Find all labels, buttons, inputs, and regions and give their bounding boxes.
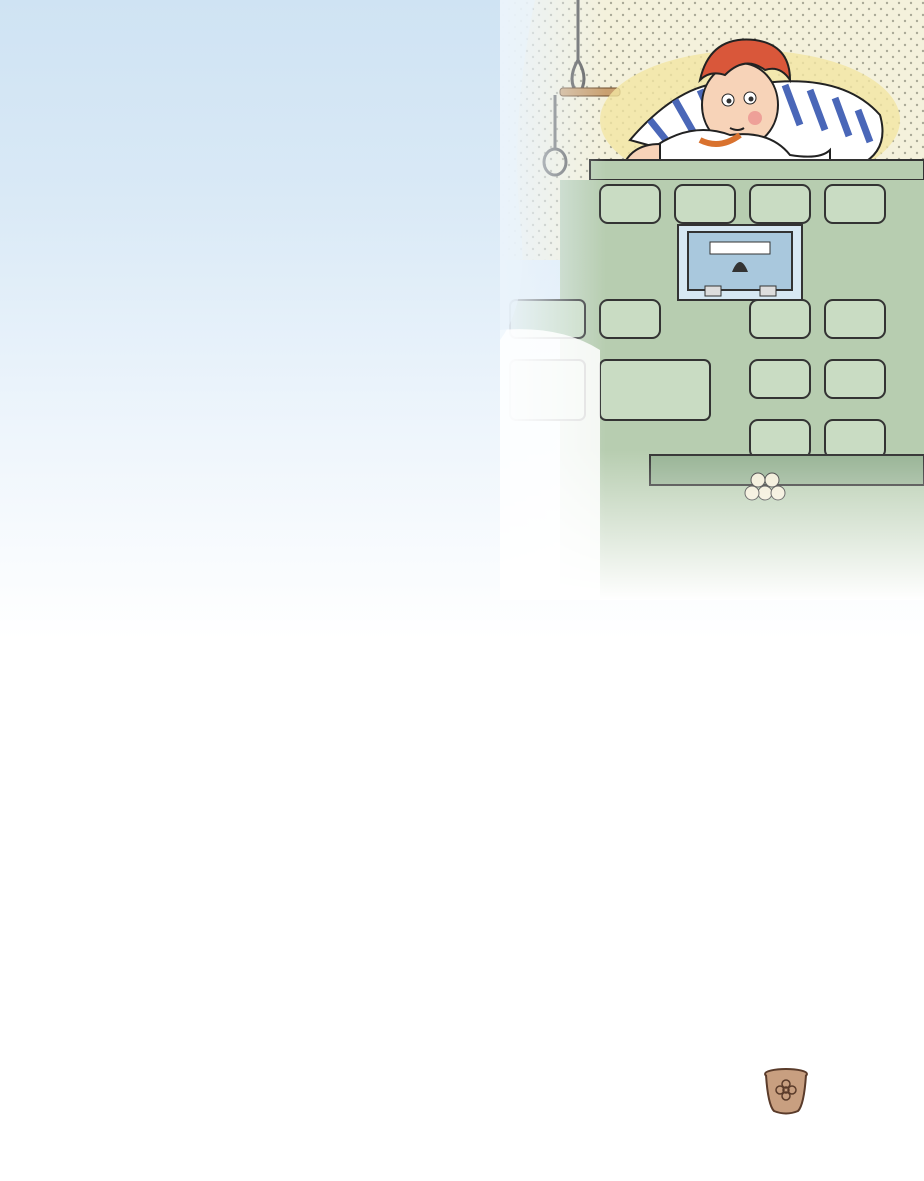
boy-on-stove-illustration bbox=[500, 0, 924, 600]
pot-icon bbox=[762, 1066, 810, 1116]
